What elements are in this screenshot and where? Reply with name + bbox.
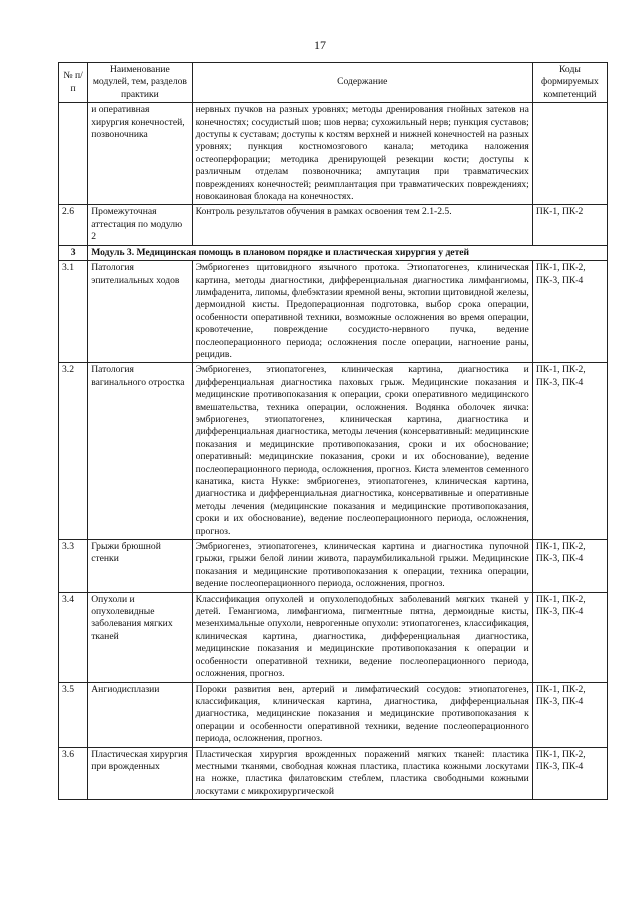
table-row — [59, 261, 608, 363]
row-num: 3.6 — [59, 747, 88, 800]
table-row — [59, 682, 608, 747]
row-codes: ПК-1, ПК-2, ПК-3, ПК-4 — [532, 540, 607, 593]
row-content: Классификация опухолей и опухолеподобных заболеваний мягких тканей у детей. Гемангиома, лимфангиома, пигментные пятна, дермоидные кисты, мезенхимальные опухоли, неврогенные опухоли: этиопатогенез, классификация, клиническая картина, диагностика, дифференциальная диагностика, медицинские показания и медицинские противопоказания к операции и особенности оперативной техники, ведение послеоперационного периода, осложнения, прогноз. — [192, 592, 532, 682]
module-row — [59, 245, 608, 260]
row-num: 3.1 — [59, 261, 88, 363]
row-num: 2.6 — [59, 205, 88, 245]
row-num: 3.2 — [59, 363, 88, 540]
row-codes — [532, 103, 607, 205]
table-row — [59, 540, 608, 593]
row-num: 3.5 — [59, 682, 88, 747]
row-codes: ПК-1, ПК-2, ПК-3, ПК-4 — [532, 261, 607, 363]
row-name: Пластическая хирургия при врожденных — [88, 747, 192, 800]
row-content: Пластическая хирургия врожденных поражений мягких тканей: пластика местными тканями, свободная кожная пластика, пластика кожными лоскутами на ножке, пластика филатовским стеблем, пластика свободными кожными лоскутами с микрохирургической — [192, 747, 532, 800]
row-content: Пороки развития вен, артерий и лимфатический сосудов: этиопатогенез, классификация, клиническая картина, диагностика, дифференциальная диагностика, медицинские показания и медицинские противопоказания к операции и особенности оперативной техники, ведение послеоперационного периода, осложнения, прогноз. — [192, 682, 532, 747]
row-name: Промежуточная аттестация по модулю 2 — [88, 205, 192, 245]
header-content: Содержание — [192, 63, 532, 103]
row-name: Патология вагинального отростка — [88, 363, 192, 540]
row-name: и оперативная хирургия конечностей, позвоночника — [88, 103, 192, 205]
row-codes: ПК-1, ПК-2, ПК-3, ПК-4 — [532, 682, 607, 747]
row-content: Эмбриогенез, этиопатогенез, клиническая картина, диагностика и дифференциальная диагностика паховых грыж. Медицинские показания и медицинские противопоказания к операции, сроки оперативного медицинского вмешательства, техника операции, осложнения. Водянка оболочек яичка: эмбриогенез, этиопатогенез, клиническая картина, диагностика и дифференциальная диагностика, методы лечения (консервативный: медицинские показания и медицинские противопоказания, сроки и их обоснование; оперативный: медицинские показания, сроки и их обоснование), ведение послеоперационного периода, осложнения, прогноз. Киста элементов семенного канатика, киста Нукке: эмбриогенез, этиопатогенез, клиническая картина, диагностика и дифференциальная диагностика, консервативные и оперативные методы лечения (медицинские показания и медицинские противопоказания, сроки и их обоснование), ведение послеоперационного периода, осложнения, прогноз. — [192, 363, 532, 540]
row-name: Патология эпителиальных ходов — [88, 261, 192, 363]
module-title: Модуль 3. Медицинская помощь в плановом порядке и пластическая хирургия у детей — [88, 245, 608, 260]
table-row — [59, 103, 608, 205]
table-row — [59, 592, 608, 682]
row-codes: ПК-1, ПК-2, ПК-3, ПК-4 — [532, 747, 607, 800]
header-name: Наименование модулей, тем, разделов практики — [88, 63, 192, 103]
table-row — [59, 205, 608, 245]
header-codes: Коды формируемых компетенций — [532, 63, 607, 103]
table-row — [59, 363, 608, 540]
table-row — [59, 747, 608, 800]
row-name: Грыжи брюшной стенки — [88, 540, 192, 593]
row-content: Контроль результатов обучения в рамках освоения тем 2.1-2.5. — [192, 205, 532, 245]
row-codes: ПК-1, ПК-2, ПК-3, ПК-4 — [532, 363, 607, 540]
row-name: Опухоли и опухолевидные заболевания мягких тканей — [88, 592, 192, 682]
table-header-row — [59, 63, 608, 103]
row-codes: ПК-1, ПК-2, ПК-3, ПК-4 — [532, 592, 607, 682]
row-num: 3.3 — [59, 540, 88, 593]
row-codes: ПК-1, ПК-2 — [532, 205, 607, 245]
page-number: 17 — [314, 38, 326, 52]
row-name: Ангиодисплазии — [88, 682, 192, 747]
row-num: 3.4 — [59, 592, 88, 682]
row-content: Эмбриогенез щитовидного язычного протока. Этиопатогенез, клиническая картина, методы диагностики, дифференциальная диагностика лимфангиомы, лимфаденита, липомы, флебэктазии яремной вены, эктопии щитовидной железы, дермоидной кисты. Предоперационная подготовка, выбор срока операции, особенности оперативной техники, возможные осложнения во время операции, кровотечение, повреждение сосудисто-нервного пучка, ведение послеоперационного периода; осложнения после операции, нагноение раны, рецидив. — [192, 261, 532, 363]
row-content: нервных пучков на разных уровнях; методы дренирования гнойных затеков на конечностях; сосудистый шов; шов нерва; сухожильный нерв; пункция суставов; доступы к суставам; доступы к костям верхней и нижней конечностей на разных уровнях; пункция костномозгового канала; методика наложения остеоперфорации; методика дренирующей резекции кости; доступы к различным отделам позвоночника; ампутация при травматических повреждениях конечностей; реимплантация при травматических повреждениях; новокаиновая блокада на конечностях. — [192, 103, 532, 205]
header-num: № п/п — [59, 63, 88, 103]
row-content: Эмбриогенез, этиопатогенез, клиническая картина и диагностика пупочной грыжи, грыжи белой линии живота, параумбиликальной грыжи. Медицинские показания и медицинские противопоказания к операции, техника операции, ведение послеоперационного периода, осложнения, прогноз. — [192, 540, 532, 593]
curriculum-table — [58, 62, 608, 800]
module-num: 3 — [59, 245, 88, 260]
row-num — [59, 103, 88, 205]
